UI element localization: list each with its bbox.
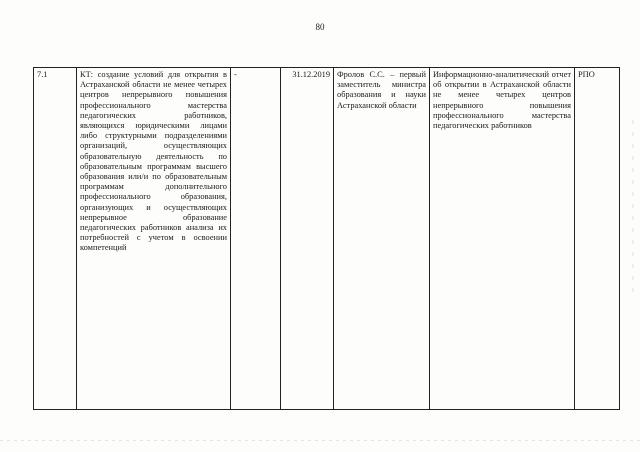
table-row <box>34 68 620 410</box>
end-date: 31.12.2019 <box>292 70 330 79</box>
kt-description: КТ: создание условий для открытия в Астраханской области не менее четырех центров непрерывного повышения профессионального мастерства педагогических работников, являющихся юридическими лицами либо структурными подразделениями организаций, осуществляющих образовательную деятельность по образовательным программам высшего образования или/и по образовательным программам дополнительного профессионального образования, организующих и осуществляющих непрерывное образование педагогических работников анализа их потребностей с учетом в освоении компетенций <box>80 70 230 253</box>
kt-description-cell <box>77 68 231 410</box>
scan-artifact-line <box>0 440 640 441</box>
row-number-cell <box>34 68 77 410</box>
start-date: - <box>234 70 237 79</box>
responsible-cell <box>334 68 430 410</box>
result-description: Информационно-аналитический отчет об открытии в Астраханской области не менее четырех центров непрерывного повышения профессионального мастерства педагогических работников <box>433 70 574 131</box>
type-cell <box>575 68 620 410</box>
responsible-person: Фролов С.С. – первый заместитель министра образования и науки Астраханской области <box>337 70 429 110</box>
scan-artifact-edge <box>632 120 634 300</box>
end-date-cell <box>281 68 334 410</box>
type-code: РПО <box>578 70 595 79</box>
result-cell <box>430 68 575 410</box>
plan-table <box>33 67 620 410</box>
row-number: 7.1 <box>37 70 48 79</box>
start-date-cell <box>231 68 281 410</box>
page-number: 80 <box>315 22 325 32</box>
